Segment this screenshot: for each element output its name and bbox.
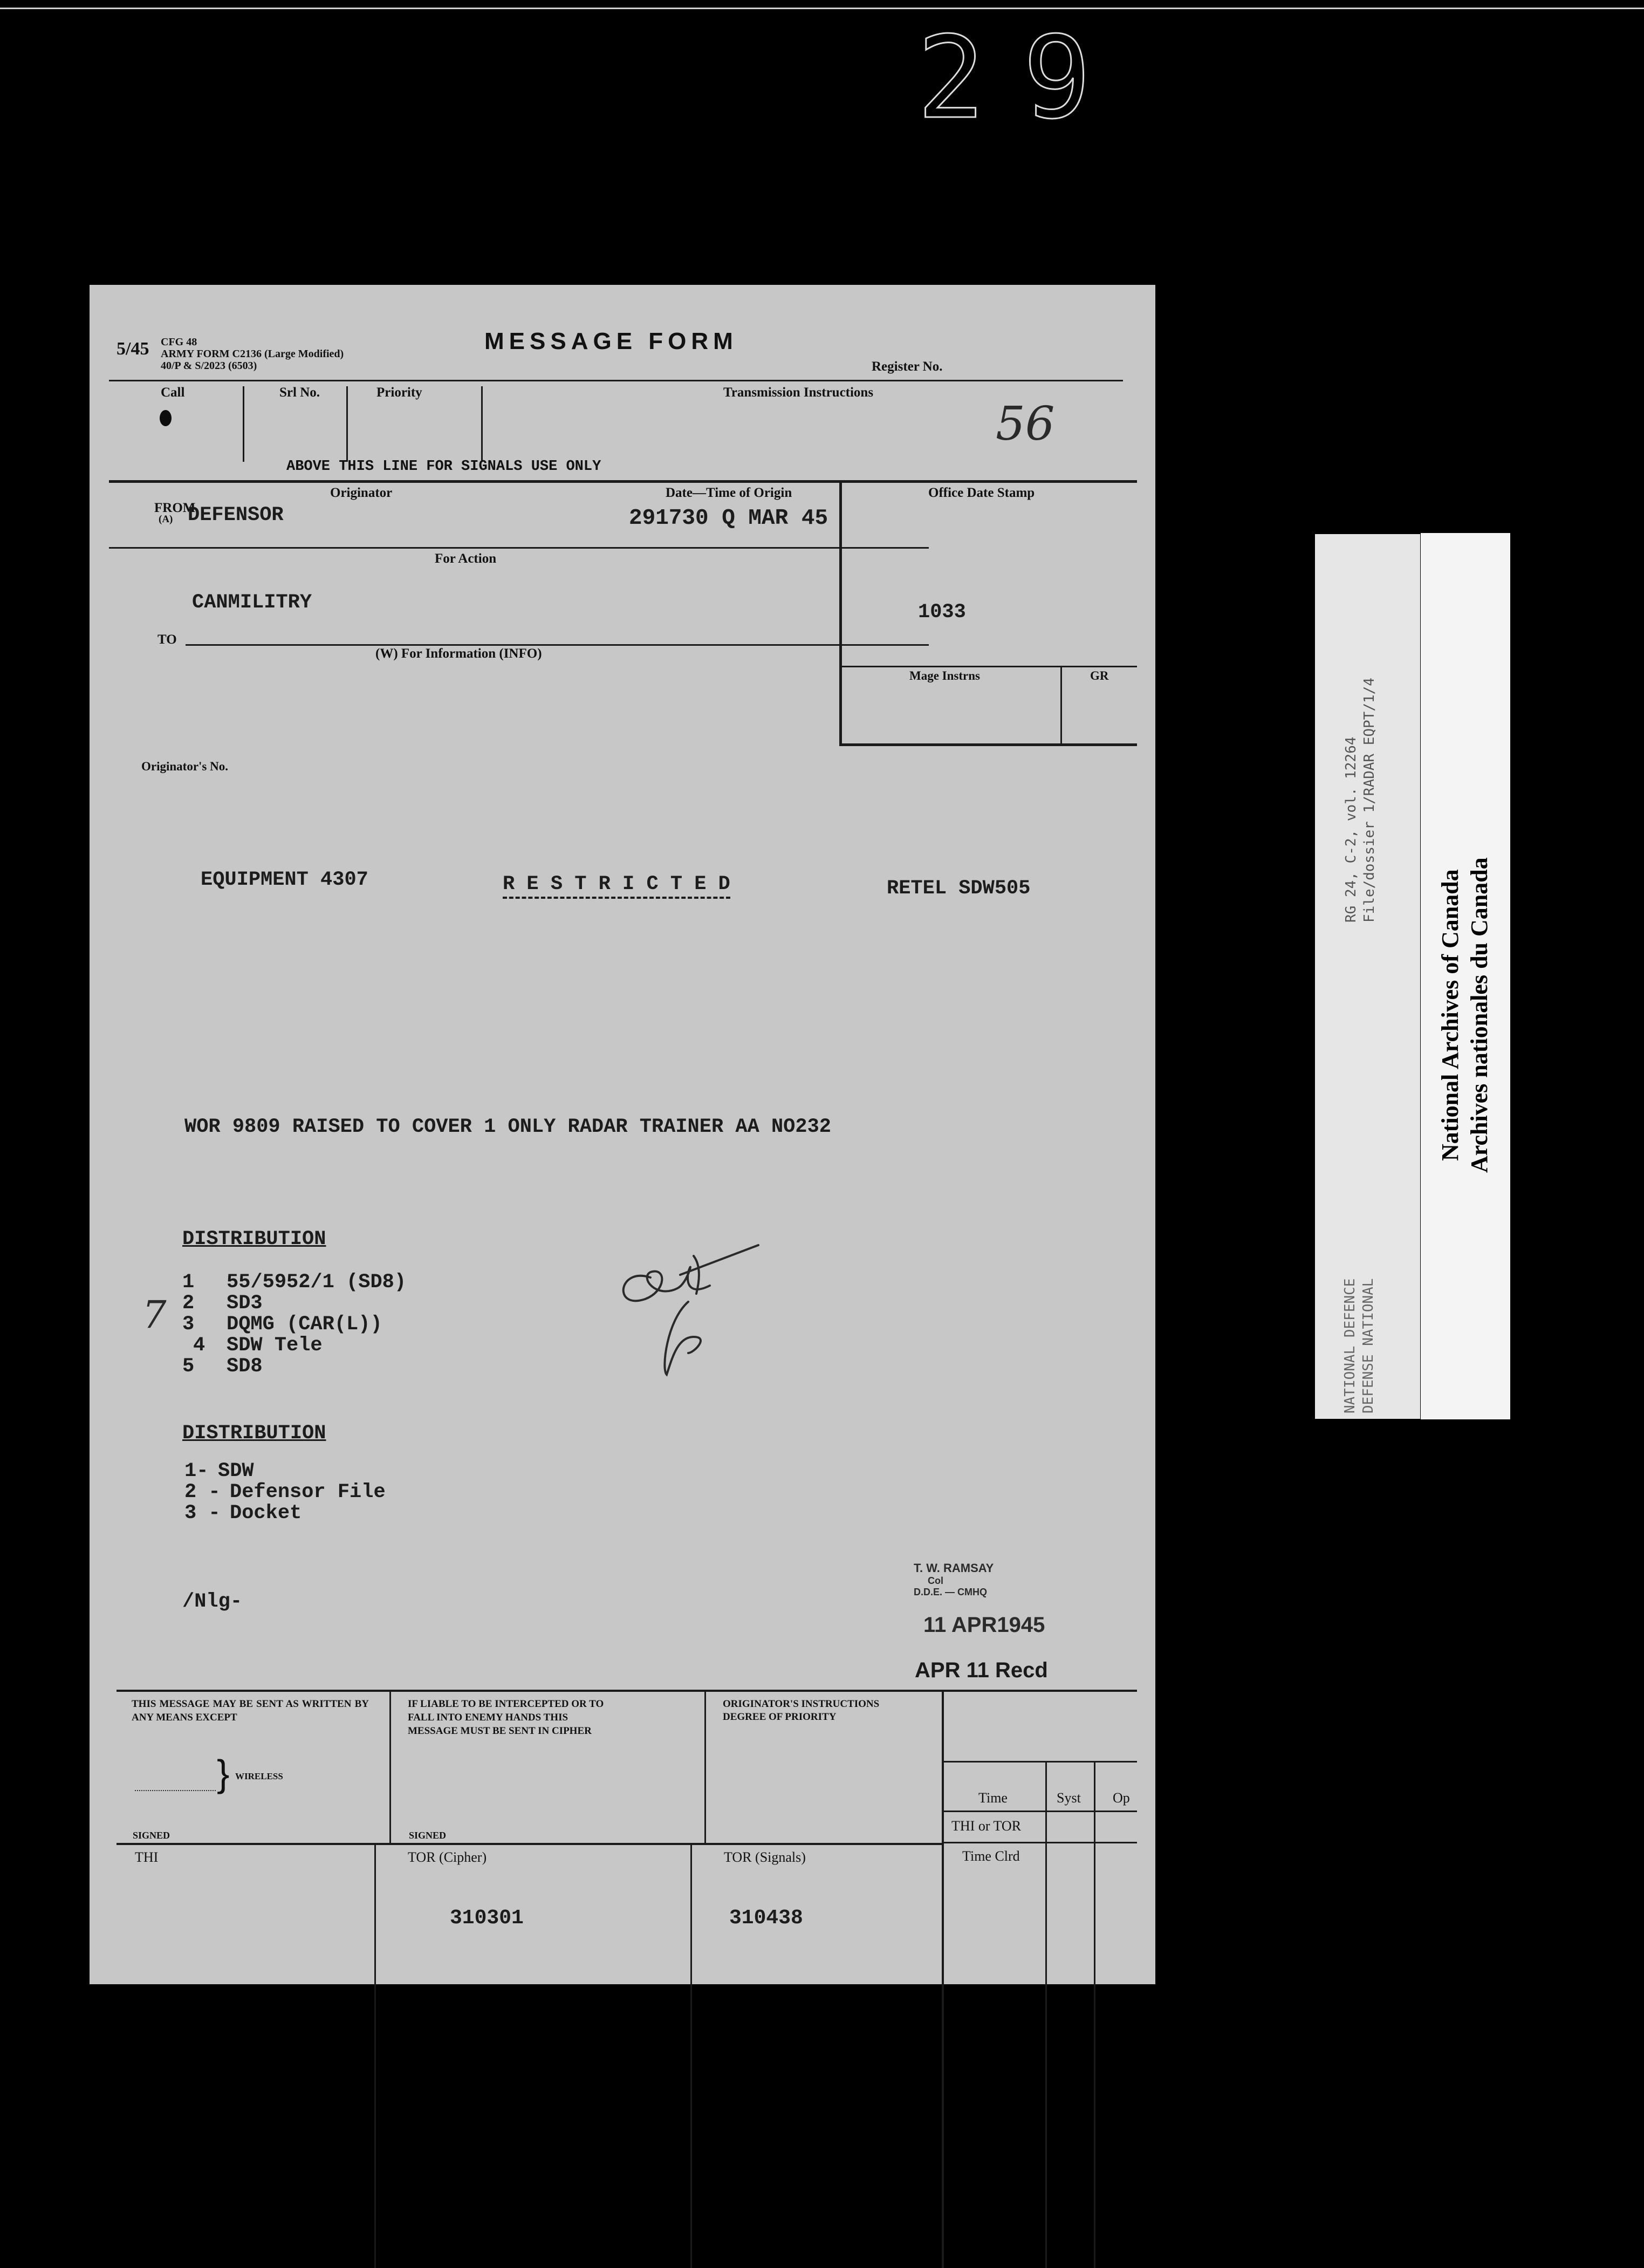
ink-blot (160, 410, 172, 426)
tor-cipher-value: 310301 (450, 1907, 524, 1930)
op-label: Op (1113, 1790, 1130, 1806)
gr-label: GR (1090, 669, 1109, 682)
list-item: 3 DQMG (CAR(L)) (182, 1313, 382, 1336)
list-item: 3 - Docket (184, 1502, 302, 1525)
originator-instructions: ORIGINATOR'S INSTRUCTIONS (723, 1698, 880, 1710)
call-label: Call (161, 385, 185, 400)
received-stamp: APR 11 Recd (915, 1658, 1048, 1682)
tor-cipher-label: TOR (Cipher) (408, 1849, 487, 1865)
originator-label: Originator (330, 486, 393, 500)
archive-reference: RG 24, C-2, vol. 12264 File/dossier 1/RADAR EQPT/1/4 (1343, 678, 1378, 923)
handwritten-initials (586, 1234, 791, 1439)
list-item: 5 SD8 (182, 1355, 263, 1378)
srl-label: Srl No. (279, 385, 320, 400)
syst-label: Syst (1057, 1790, 1081, 1806)
frame-number: 29 (917, 12, 1129, 144)
distribution-1-list (182, 1272, 406, 1377)
film-edge-line (0, 8, 1644, 9)
distribution-2-list (184, 1461, 386, 1524)
stamp-date: 11 APR1945 (923, 1613, 1045, 1637)
from-label: FROM (154, 501, 196, 515)
archive-name: National Archives of Canada Archives nationales du Canada (1437, 857, 1492, 1173)
thi-or-tor-label: THI or TOR (951, 1818, 1022, 1834)
archive-reference-tab (1315, 534, 1420, 1419)
message-form-sheet (90, 285, 1155, 1984)
transmission-label: Transmission Instructions (723, 385, 874, 400)
officer-stamp: T. W. RAMSAY Col D.D.E. — CMHQ (914, 1561, 994, 1597)
reference-left: EQUIPMENT 4307 (201, 869, 368, 891)
mage-label: Mage Instrns (909, 669, 980, 682)
tor-signals-label: TOR (Signals) (724, 1849, 806, 1865)
originator-value: DEFENSOR (188, 504, 284, 527)
classification: R E S T R I C T E D (503, 873, 730, 899)
to-label: TO (157, 632, 177, 647)
distribution-2-title: DISTRIBUTION (182, 1422, 326, 1445)
info-label: (W) For Information (INFO) (375, 646, 542, 661)
means-text: THIS MESSAGE MAY BE SENT AS WRITTEN BY ANY MEANS EXCEPT (132, 1698, 369, 1723)
list-item: 2 SD3 (182, 1292, 263, 1315)
archive-label-tab (1421, 533, 1510, 1419)
form-id-3: 40/P & S/2023 (6503) (161, 360, 257, 372)
time-label: Time (978, 1790, 1008, 1806)
archive-department: NATIONAL DEFENCE DEFENSE NATIONAL (1342, 1278, 1376, 1413)
thi-label: THI (135, 1849, 159, 1865)
date-value: 291730 Q MAR 45 (629, 506, 828, 531)
message-text: WOR 9809 RAISED TO COVER 1 ONLY RADAR TRAINER AA NO232 (184, 1116, 831, 1138)
form-version: 5/45 (117, 339, 149, 359)
signed-label-2: SIGNED (409, 1830, 447, 1841)
wireless-label: WIRELESS (235, 1771, 283, 1781)
handwritten-seven: 7 (142, 1293, 167, 1337)
signed-label-1: SIGNED (133, 1830, 170, 1841)
for-action-label: For Action (435, 551, 497, 566)
list-item: 2 - Defensor File (184, 1481, 386, 1504)
time-clrd-label: Time Clrd (962, 1848, 1020, 1864)
list-item: 4 SDW Tele (193, 1334, 323, 1357)
distribution-1-title: DISTRIBUTION (182, 1228, 326, 1251)
cipher-text: IF LIABLE TO BE INTERCEPTED OR TO FALL INTO ENEMY HANDS THIS MESSAGE MUST BE SENT IN CIPHER (408, 1698, 604, 1737)
date-label: Date—Time of Origin (666, 486, 792, 500)
list-item: 1- SDW (184, 1460, 254, 1483)
office-stamp-label: Office Date Stamp (928, 486, 1035, 500)
originators-no-label: Originator's No. (141, 760, 228, 773)
reference-right: RETEL SDW505 (887, 877, 1031, 900)
for-action-value: CANMILITRY (192, 591, 312, 614)
signals-note: ABOVE THIS LINE FOR SIGNALS USE ONLY (286, 459, 601, 475)
form-id-2: ARMY FORM C2136 (Large Modified) (161, 348, 344, 360)
brace-glyph: } (217, 1752, 230, 1794)
register-label: Register No. (872, 359, 943, 374)
form-id-1: CFG 48 (161, 336, 197, 348)
tor-signals-value: 310438 (729, 1907, 803, 1930)
form-title: MESSAGE FORM (484, 328, 738, 354)
means-blank (135, 1790, 216, 1791)
from-a-label: (A) (159, 514, 173, 525)
office-stamp-number: 1033 (918, 601, 966, 624)
register-value: 56 (996, 397, 1055, 451)
priority-label: Priority (376, 385, 422, 400)
typist-initials: /Nlg- (182, 1590, 243, 1613)
degree-priority: DEGREE OF PRIORITY (723, 1711, 837, 1723)
list-item: 1 55/5952/1 (SD8) (182, 1271, 407, 1294)
